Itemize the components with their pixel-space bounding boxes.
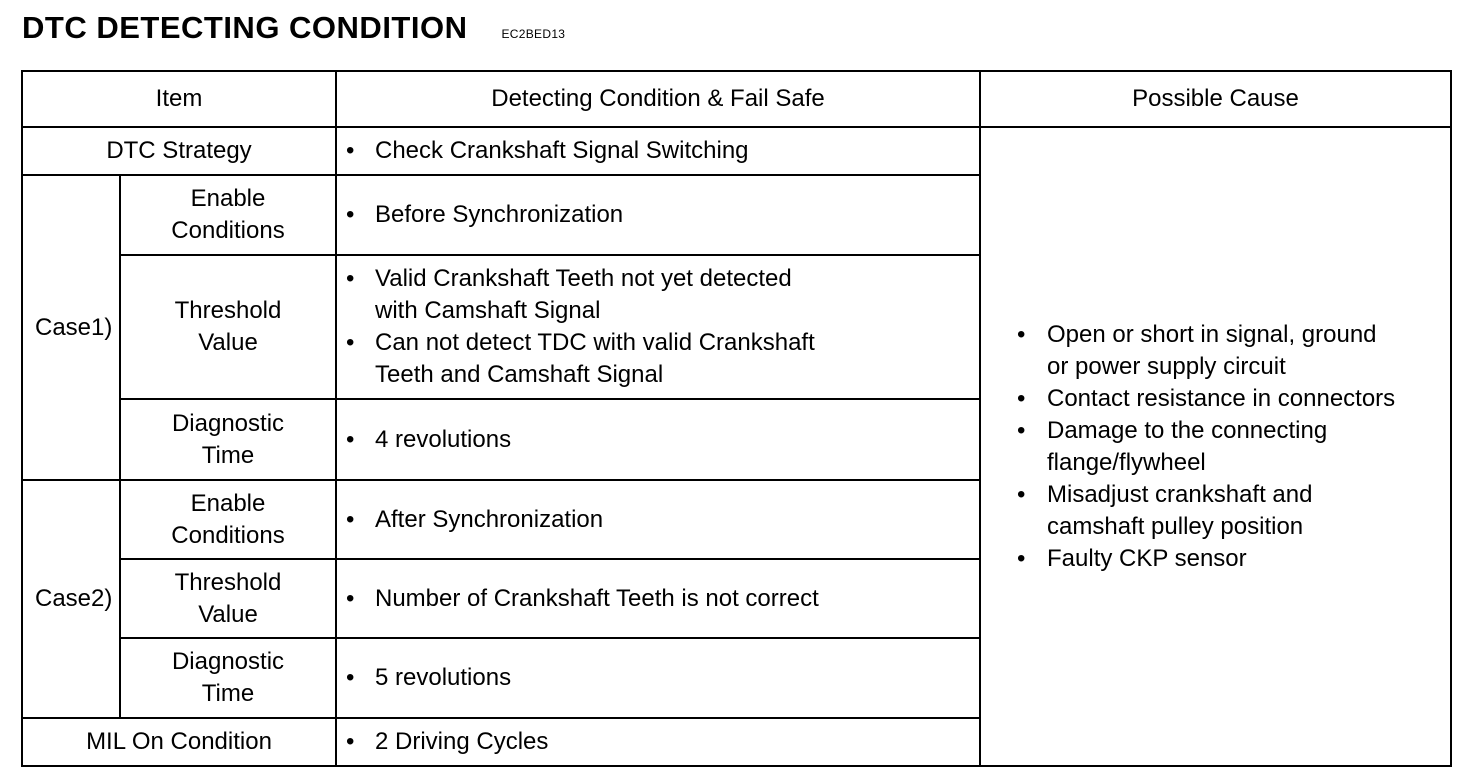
list-item: • 2 Driving Cycles	[375, 726, 971, 758]
list-item: • 4 revolutions	[375, 424, 971, 456]
list-item: • Check Crankshaft Signal Switching	[375, 135, 971, 167]
table-row	[22, 127, 1451, 175]
list-item: • 5 revolutions	[375, 662, 971, 694]
list-item: • Can not detect TDC with valid Crankshaft Teeth and Camshaft Signal	[375, 327, 971, 391]
list-item: • Valid Crankshaft Teeth not yet detected with Camshaft Signal	[375, 263, 971, 327]
case1-enable-label: Enable Conditions	[120, 175, 336, 255]
list-item: • Open or short in signal, ground or power supply circuit	[1047, 319, 1442, 383]
page-heading	[22, 8, 565, 48]
header-possible-cause: Possible Cause	[980, 71, 1451, 127]
mil-value-cell	[336, 718, 980, 766]
strategy-label: DTC Strategy	[22, 127, 336, 175]
list-item: • Faulty CKP sensor	[1047, 543, 1442, 575]
case2-threshold-value-cell	[336, 559, 980, 638]
case1-diagnostic-value-cell	[336, 399, 980, 480]
list-item: • After Synchronization	[375, 504, 971, 536]
case1-diagnostic-label: Diagnostic Time	[120, 399, 336, 480]
case1-enable-value-cell	[336, 175, 980, 255]
possible-cause-list	[981, 319, 1450, 575]
case2-threshold-label: Threshold Value	[120, 559, 336, 638]
case1-threshold-label: Threshold Value	[120, 255, 336, 399]
case1-threshold-value-cell	[336, 255, 980, 399]
header-row	[22, 71, 1451, 127]
list-item: • Before Synchronization	[375, 199, 971, 231]
page-title: DTC DETECTING CONDITION	[22, 10, 468, 45]
list-item: • Contact resistance in connectors	[1047, 383, 1442, 415]
case2-diagnostic-value-cell	[336, 638, 980, 718]
document-code: EC2BED13	[501, 27, 566, 41]
case2-enable-value-cell	[336, 480, 980, 559]
case2-label: Case2)	[22, 480, 120, 718]
case2-diagnostic-label: Diagnostic Time	[120, 638, 336, 718]
case2-enable-label: Enable Conditions	[120, 480, 336, 559]
mil-label: MIL On Condition	[22, 718, 336, 766]
header-detecting-condition: Detecting Condition & Fail Safe	[336, 71, 980, 127]
list-item: • Damage to the connecting flange/flywheel	[1047, 415, 1442, 479]
strategy-value-cell	[336, 127, 980, 175]
header-item: Item	[22, 71, 336, 127]
possible-cause-cell	[980, 127, 1451, 766]
case1-label: Case1)	[22, 175, 120, 480]
list-item: • Number of Crankshaft Teeth is not correct	[375, 583, 971, 615]
dtc-table	[21, 70, 1452, 767]
list-item: • Misadjust crankshaft and camshaft pulley position	[1047, 479, 1442, 543]
